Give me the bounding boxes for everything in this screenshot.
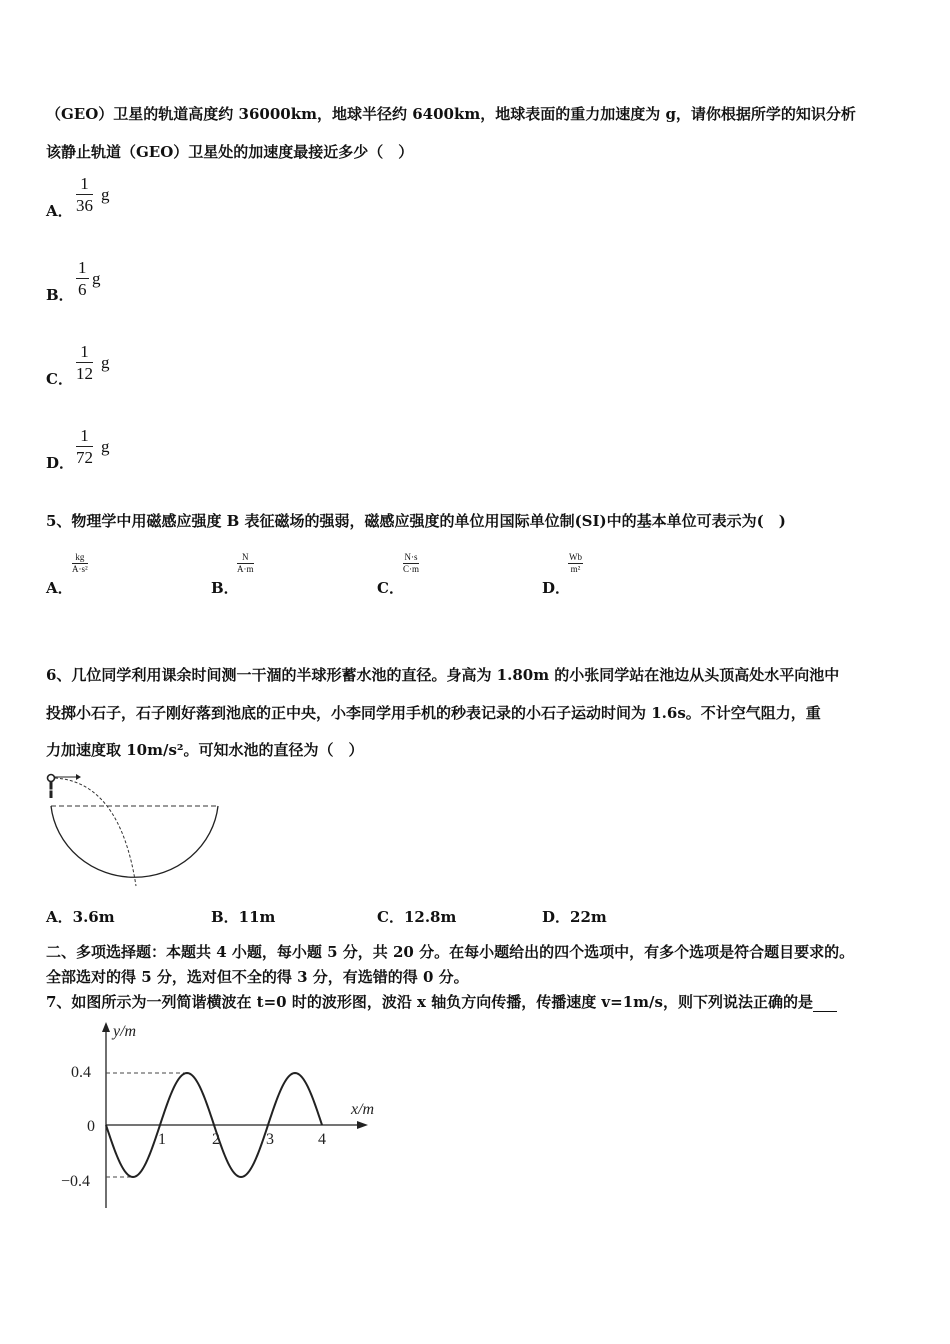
option-fraction: $\frac{N}{A\cdot m}$ [237,552,254,574]
x-tick-label: 2 [212,1131,220,1148]
option-fraction: $\frac{N\cdot s}{C\cdot m}$ [403,552,420,574]
person-head-icon [48,775,55,782]
q6-stem-line1: 6、几位同学利用课余时间测一干涸的半球形蓄水池的直径。身高为 1.80m 的小张同学站在池边从头顶高处水平向池中 [46,666,840,684]
stone-trajectory [55,778,136,886]
answer-blank[interactable] [813,997,837,1012]
option-label: C． [46,370,73,388]
option-fraction: $\frac{1}{12}$ [76,342,93,383]
option-unit: g [101,353,110,372]
option-label: A． [46,579,73,597]
q6-option-b[interactable]: B．11m [211,908,276,926]
option-label: B． [46,286,74,304]
wave-graph [55,1018,395,1213]
pool-diagram [40,768,230,893]
q6-stem-line3: 力加速度取 10m/s²。可知水池的直径为（ ） [46,741,364,759]
option-fraction: $\frac{1}{72}$ [76,426,93,467]
option-unit: g [92,269,101,288]
option-fraction: $\frac{kg}{\text{A·s²}}$ [72,552,88,574]
pool-bowl [51,806,218,877]
q5-stem: 5、物理学中用磁感应强度 B 表征磁场的强弱，磁感应强度的单位用国际单位制(SI)中的基本单位可表示为( ) [46,512,786,530]
option-fraction: $\frac{1}{36}$ [76,174,93,215]
q4-stem-line2: 该静止轨道（GEO）卫星处的加速度最接近多少（ ） [46,143,414,161]
option-label: D． [542,579,571,597]
x-tick-label: 1 [158,1131,166,1148]
q6-stem-line2: 投掷小石子，石子刚好落到池底的正中央，小李同学用手机的秒表记录的小石子运动时间为 1.6s。不计空气阻力，重 [46,704,821,722]
x-tick-label: 4 [318,1131,326,1148]
option-unit: g [101,437,110,456]
y-tick-label: −0.4 [61,1173,91,1190]
option-fraction: $\frac{1}{6}$ [78,258,87,299]
y-tick-label: 0 [87,1118,95,1135]
option-label: D． [46,454,75,472]
q6-option-a[interactable]: A．3.6m [46,908,115,926]
y-axis-arrow [102,1022,110,1032]
option-label: B． [211,579,239,597]
y-axis-label: y/m [113,1023,137,1040]
x-axis-arrow [357,1121,368,1129]
q4-stem-line1: （GEO）卫星的轨道高度约 36000km，地球半径约 6400km，地球表面的重力加速度为 g，请你根据所学的知识分析 [46,105,856,123]
q6-option-c[interactable]: C．12.8m [377,908,457,926]
y-tick-label: 0.4 [71,1064,91,1081]
option-label: A． [46,202,73,220]
x-tick-label: 3 [266,1131,274,1148]
section2-line1: 二、多项选择题：本题共 4 小题，每小题 5 分，共 20 分。在每小题给出的四个选项中，有多个选项是符合题目要求的。 [46,943,855,961]
option-label: C． [377,579,404,597]
x-axis-label: x/m [351,1101,375,1118]
q7-stem: 7、如图所示为一列简谐横波在 t=0 时的波形图，波沿 x 轴负方向传播，传播速度 v=1m/s，则下列说法正确的是 [46,991,837,1012]
q6-option-d[interactable]: D．22m [542,908,607,926]
option-fraction: $\frac{Wb}{\text{m²}}$ [569,552,582,574]
option-unit: g [101,185,110,204]
section2-line2: 全部选对的得 5 分，选对但不全的得 3 分，有选错的得 0 分。 [46,968,469,986]
